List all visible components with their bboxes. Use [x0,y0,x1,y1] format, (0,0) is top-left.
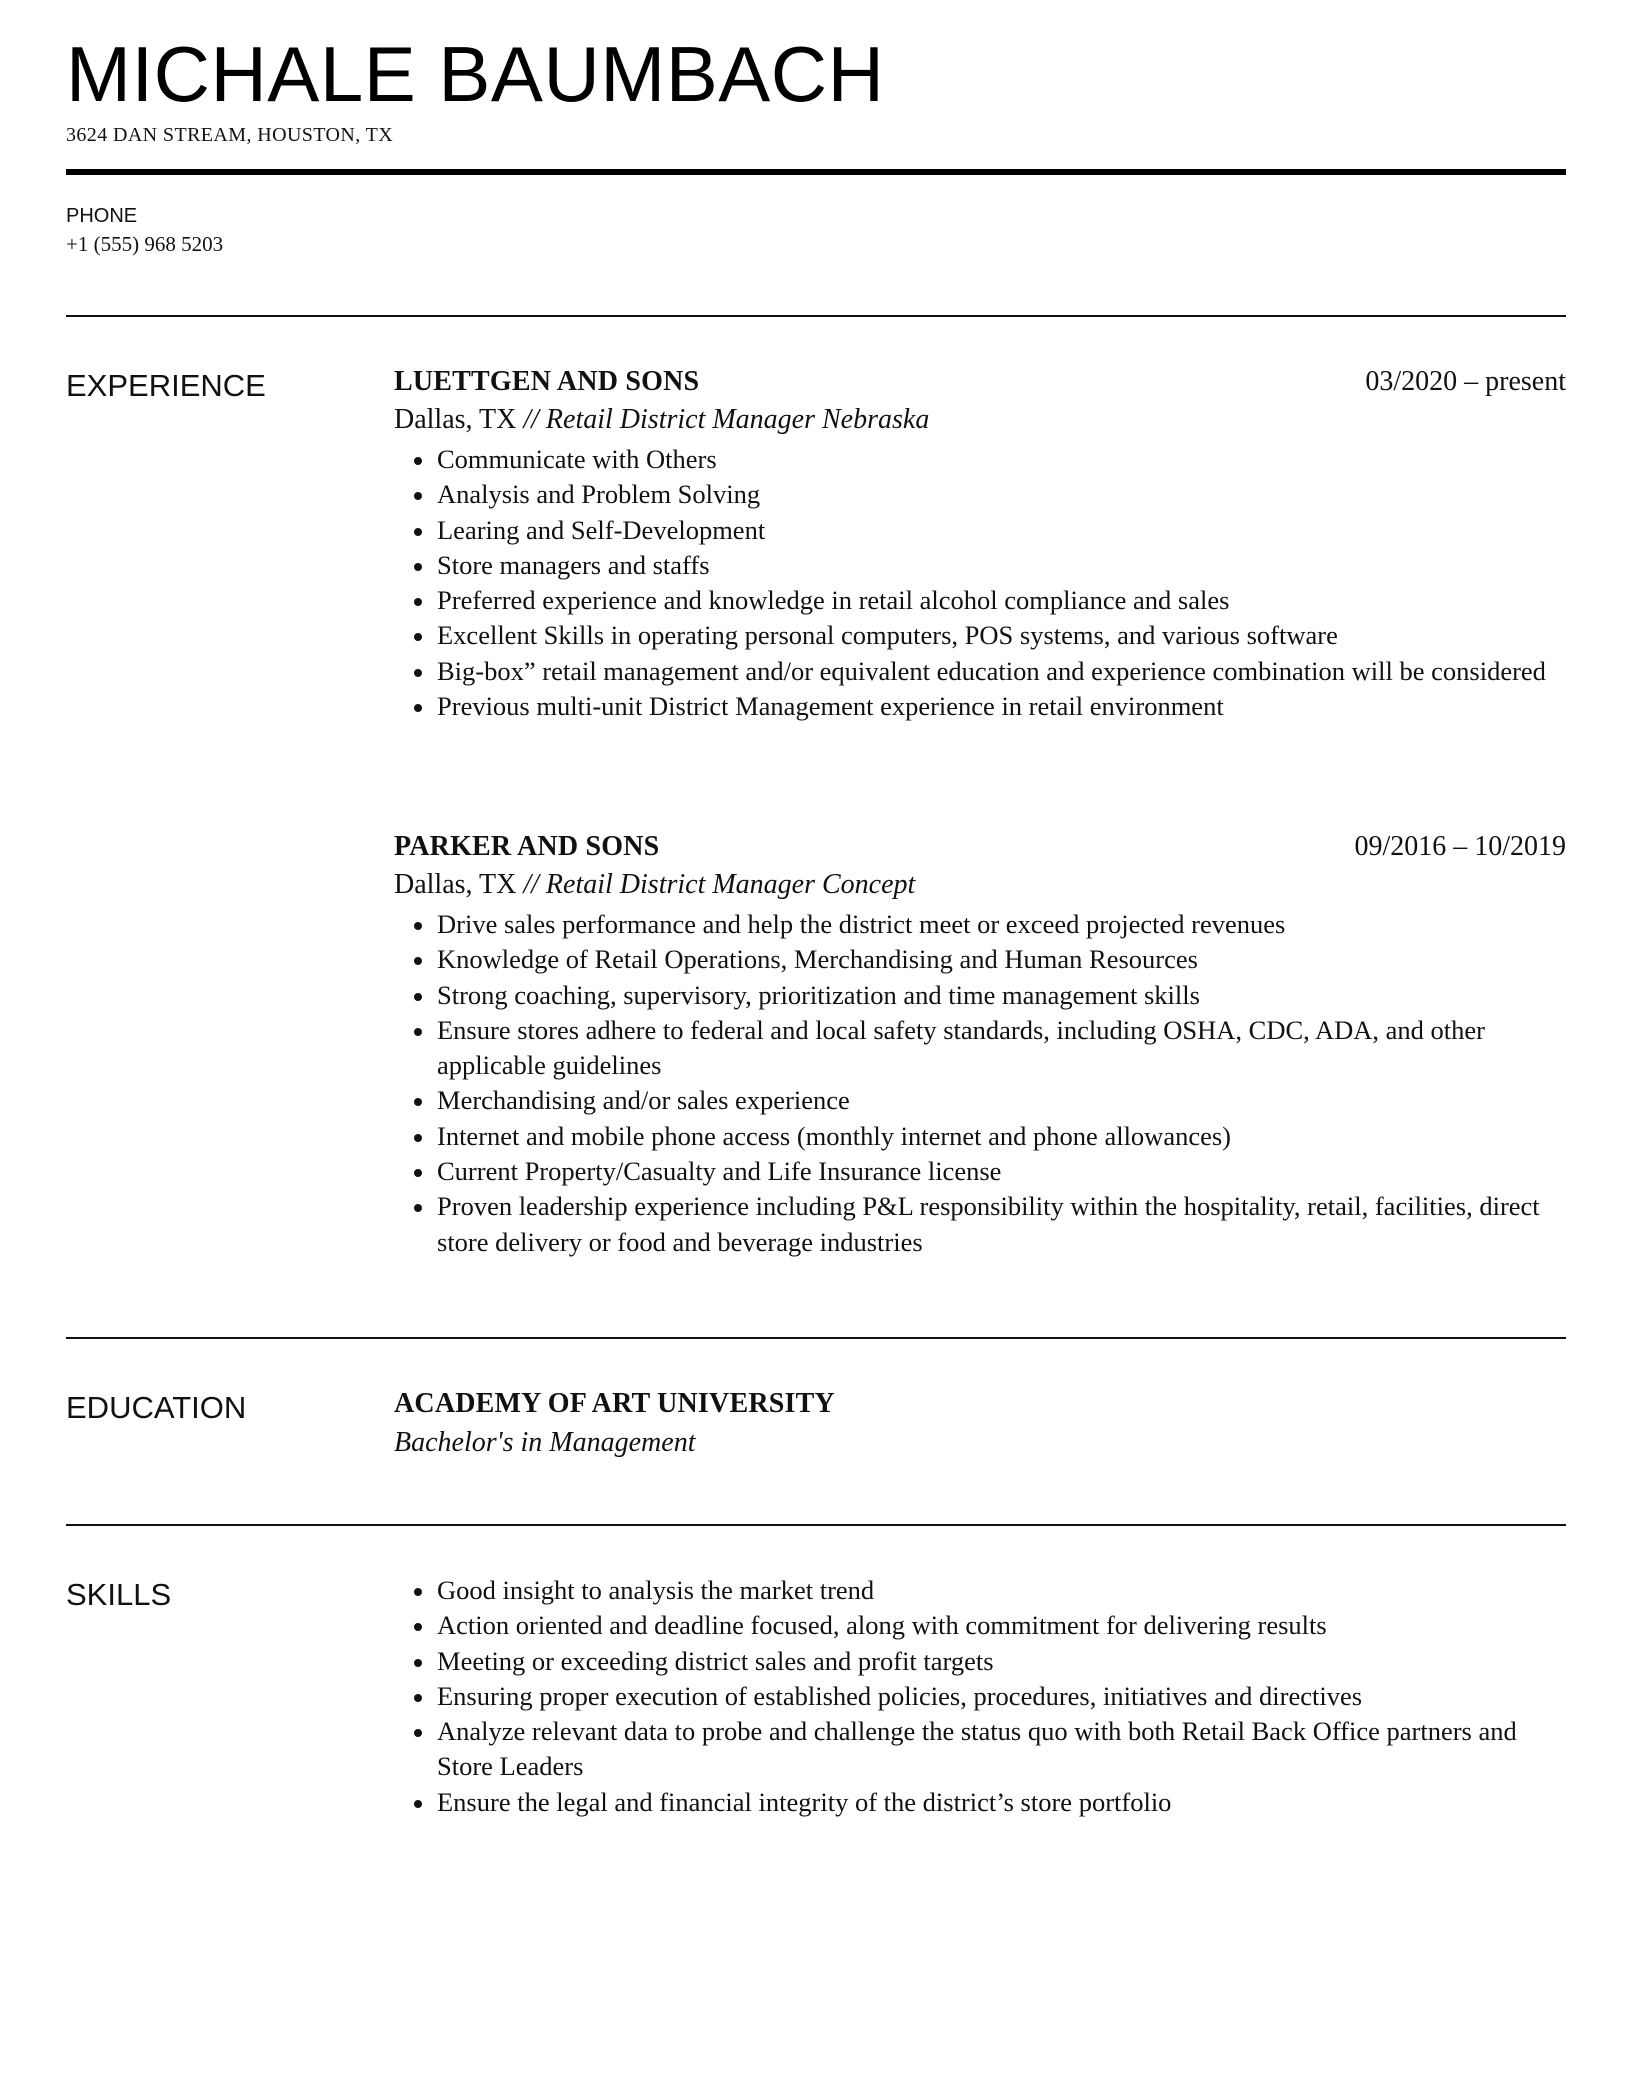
list-item: Communicate with Others [394,442,1566,477]
education-heading: EDUCATION [66,1390,247,1425]
job-bullets [394,442,1566,724]
job-separator: // [516,404,546,435]
list-item: Excellent Skills in operating personal computers, POS systems, and various software [394,618,1566,653]
phone-label: PHONE [66,205,138,227]
list-item: Meeting or exceeding district sales and profit targets [394,1644,1566,1679]
list-item: Action oriented and deadline focused, along with commitment for delivering results [394,1608,1566,1643]
job-location: Dallas, TX [394,869,517,900]
skills-list [394,1573,1566,1820]
list-item: Internet and mobile phone access (monthly internet and phone allowances) [394,1119,1566,1154]
job-role: Retail District Manager Nebraska [545,404,930,435]
candidate-address: 3624 DAN STREAM, HOUSTON, TX [66,124,394,146]
section-divider [66,315,1566,317]
education-degree: Bachelor's in Management [394,1427,696,1458]
list-item: Current Property/Casualty and Life Insurance license [394,1154,1566,1189]
job-bullets [394,907,1566,1260]
list-item: Drive sales performance and help the district meet or exceed projected revenues [394,907,1566,942]
phone-number: +1 (555) 968 5203 [66,232,224,256]
job-entry [394,829,1566,1260]
list-item: Big-box” retail management and/or equivalent education and experience combination will be considered [394,654,1566,689]
list-item: Ensuring proper execution of established policies, procedures, initiatives and directives [394,1679,1566,1714]
list-item: Ensure stores adhere to federal and local safety standards, including OSHA, CDC, ADA, and other applicable guidelines [394,1013,1566,1084]
job-separator: // [516,869,546,900]
section-divider [66,1524,1566,1526]
job-dates: 03/2020 – present [1365,366,1566,397]
job-location: Dallas, TX [394,404,517,435]
job-company: LUETTGEN AND SONS [394,366,700,397]
list-item: Merchandising and/or sales experience [394,1083,1566,1118]
list-item: Analysis and Problem Solving [394,477,1566,512]
list-item: Knowledge of Retail Operations, Merchandising and Human Resources [394,942,1566,977]
list-item: Ensure the legal and financial integrity of the district’s store portfolio [394,1785,1566,1820]
job-location-role [394,865,1566,905]
list-item: Strong coaching, supervisory, prioritization and time management skills [394,978,1566,1013]
list-item: Previous multi-unit District Management experience in retail environment [394,689,1566,724]
header-divider [66,169,1566,175]
skills-heading: SKILLS [66,1577,172,1612]
section-divider [66,1337,1566,1339]
experience-heading: EXPERIENCE [66,368,266,403]
job-dates: 09/2016 – 10/2019 [1354,831,1566,862]
list-item: Good insight to analysis the market trend [394,1573,1566,1608]
job-role: Retail District Manager Concept [545,869,916,900]
candidate-name: MICHALE BAUMBACH [66,30,885,118]
skills-entry [394,1573,1566,1820]
list-item: Store managers and staffs [394,548,1566,583]
job-company: PARKER AND SONS [394,831,660,862]
list-item: Preferred experience and knowledge in retail alcohol compliance and sales [394,583,1566,618]
job-location-role [394,400,1566,440]
job-entry [394,364,1566,724]
education-entry [394,1386,1566,1464]
education-school: ACADEMY OF ART UNIVERSITY [394,1388,835,1419]
list-item: Proven leadership experience including P&L responsibility within the hospitality, retail, facilities, direct store delivery or food and beverage industries [394,1189,1566,1260]
list-item: Analyze relevant data to probe and challenge the status quo with both Retail Back Office partners and Store Leaders [394,1714,1566,1785]
list-item: Learing and Self-Development [394,513,1566,548]
